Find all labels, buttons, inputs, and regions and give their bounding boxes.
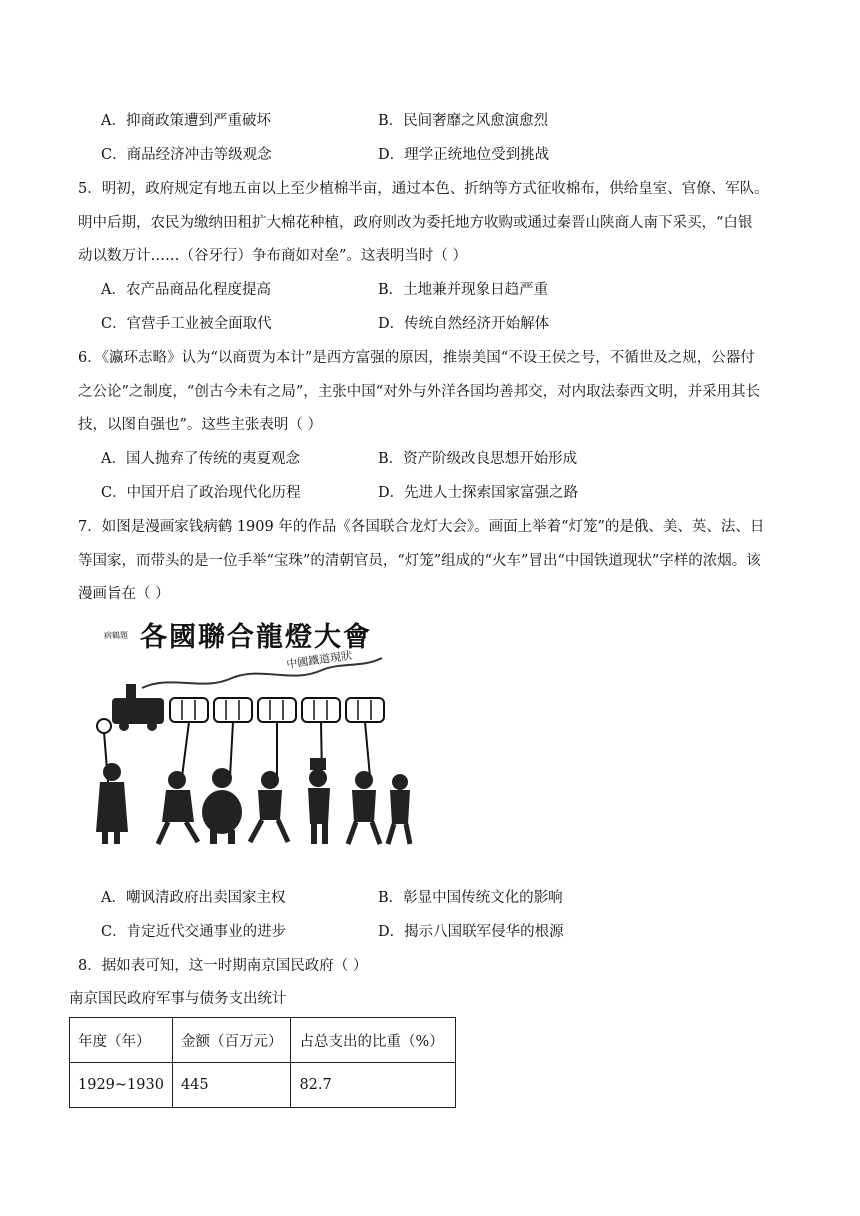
q6-stem-line-3: 技，以图自强也”。这些主张表明（ ） (78, 417, 323, 433)
q6-stem-line-1: 6．《瀛环志略》认为“以商贾为本计”是西方富强的原因，推崇美国“不设王侯之号，不循世及之规，公器付 (78, 350, 755, 366)
table-header-row (70, 1018, 456, 1063)
q7-stem-line-3: 漫画旨在（ ） (78, 586, 170, 602)
cartoon-signature: 病鶴題 (104, 631, 128, 640)
table-header-cell: 占总支出的比重（%） (291, 1018, 456, 1063)
q7-option-c[interactable]: C．肯定近代交通事业的进步 (101, 924, 287, 940)
q5-option-b[interactable]: B．土地兼并现象日趋严重 (378, 282, 549, 298)
q5-option-a[interactable]: A．农产品商品化程度提高 (101, 282, 271, 298)
q6-option-b[interactable]: B．资产阶级改良思想开始形成 (378, 451, 578, 467)
cartoon-illustration (82, 612, 412, 852)
table-cell: 445 (172, 1063, 291, 1108)
table-cell: 1929~1930 (70, 1063, 173, 1108)
table-header-cell: 年度（年） (70, 1018, 173, 1063)
q6-stem-line-2: 之公论”之制度，“创古今未有之局”，主张中国“对外与外洋各国均善邦交，对内取法泰西文明，并采用其长 (78, 384, 761, 400)
locomotive-chimney (126, 684, 136, 700)
q5-stem-line-2: 明中后期，农民为缴纳田租扩大棉花种植，政府则改为委托地方收购或通过秦晋山陕商人南下采买，“白银 (78, 215, 753, 231)
lantern-cars (170, 698, 384, 722)
figures (96, 758, 410, 844)
pearl (97, 719, 111, 733)
q5-stem-line-3: 动以数万计……（谷牙行）争布商如对垒”。这表明当时（ ） (78, 248, 468, 264)
table-header-cell: 金额（百万元） (172, 1018, 291, 1063)
q8-table-title: 南京国民政府军事与债务支出统计 (69, 991, 287, 1007)
q4-option-d[interactable]: D．理学正统地位受到挑战 (378, 147, 550, 163)
q4-option-b[interactable]: B．民间奢靡之风愈演愈烈 (378, 113, 549, 129)
locomotive (112, 698, 164, 724)
cartoon-title: 各國聯合龍燈大會 (140, 622, 372, 653)
q7-stem-line-1: 7．如图是漫画家钱病鹤 1909 年的作品《各国联合龙灯大会》。画面上举着“灯笼”的是俄、美、英、法、日 (78, 519, 765, 535)
expenditure-table (69, 1017, 456, 1108)
lantern-poles (104, 722, 370, 782)
q5-stem-line-1: 5．明初，政府规定有地五亩以上至少植棉半亩，通过本色、折纳等方式征收棉布，供给皇室、官僚、军队。 (78, 181, 769, 197)
q6-option-a[interactable]: A．国人抛弃了传统的夷夏观念 (101, 451, 300, 467)
wheel (147, 721, 157, 731)
q7-stem-line-2: 等国家，而带头的是一位手举“宝珠”的清朝官员，“灯笼”组成的“火车”冒出“中国铁道现状”字样的浓烟。该 (78, 553, 761, 569)
q6-option-d[interactable]: D．先进人士探索国家富强之路 (378, 485, 579, 501)
wheel (119, 721, 129, 731)
q8-stem: 8．据如表可知，这一时期南京国民政府（ ） (78, 958, 368, 974)
smoke-text: 中國鐵道現狀 (285, 648, 353, 671)
cartoon-drawing (82, 612, 412, 852)
q5-option-d[interactable]: D．传统自然经济开始解体 (378, 316, 550, 332)
table-cell: 82.7 (291, 1063, 456, 1108)
q4-option-a[interactable]: A．抑商政策遭到严重破坏 (101, 113, 271, 129)
q7-option-d[interactable]: D．揭示八国联军侵华的根源 (378, 924, 564, 940)
q6-option-c[interactable]: C．中国开启了政治现代化历程 (101, 485, 301, 501)
table-row (70, 1063, 456, 1108)
q7-option-b[interactable]: B．彰显中国传统文化的影响 (378, 890, 563, 906)
q7-option-a[interactable]: A．嘲讽清政府出卖国家主权 (101, 890, 286, 906)
q4-option-c[interactable]: C．商品经济冲击等级观念 (101, 147, 272, 163)
q5-option-c[interactable]: C．官营手工业被全面取代 (101, 316, 272, 332)
